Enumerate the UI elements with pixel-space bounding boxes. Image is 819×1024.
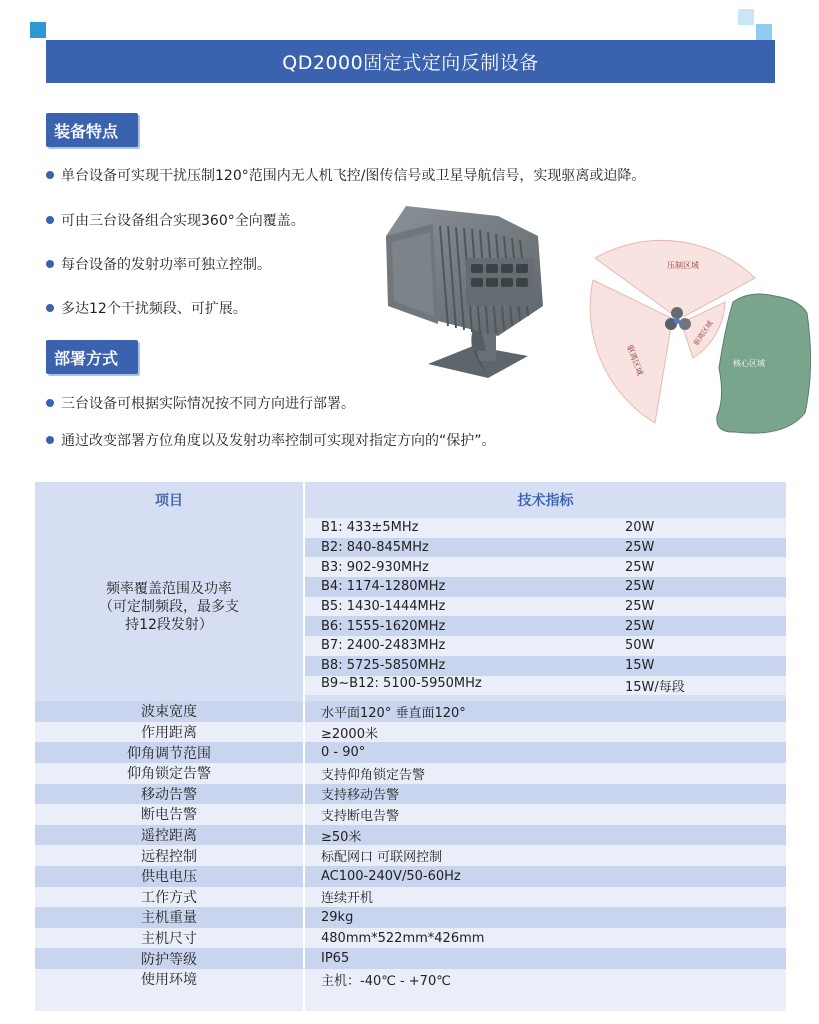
band-range: B9~B12: 5100-5950MHz (321, 675, 482, 691)
feature-bullet-2: 可由三台设备组合实现360°全向覆盖。 (46, 210, 305, 230)
bands-item-label (35, 518, 304, 695)
table-row (35, 763, 786, 784)
spec-name: 移动告警 (141, 786, 197, 803)
spec-value: 支持仰角锁定告警 (304, 763, 786, 784)
coverage-zones-diagram (575, 218, 815, 443)
band-power: 20W (625, 520, 655, 536)
spec-value: 支持断电告警 (304, 804, 786, 825)
band-range: B3: 902-930MHz (321, 559, 429, 575)
spec-name: 仰角锁定告警 (127, 766, 211, 783)
band-range: B2: 840-845MHz (321, 540, 429, 556)
band-row (35, 518, 786, 538)
spec-name: 波束宽度 (141, 704, 197, 721)
zone-core-label: 核心区域 (733, 359, 765, 368)
spec-name: 主机重量 (141, 910, 197, 927)
spec-name: 防护等级 (141, 951, 197, 968)
band-power: 15W/每段 (625, 679, 685, 695)
bullet-dot-icon (46, 260, 54, 268)
bands-section (35, 518, 786, 701)
spec-name: 远程控制 (141, 848, 197, 865)
deploy-bullet-2: 通过改变部署方位角度以及发射功率控制可实现对指定方向的“保护”。 (46, 430, 496, 450)
feature-bullet-3: 每台设备的发射功率可独立控制。 (46, 254, 271, 274)
spec-value: 29kg (304, 907, 786, 928)
spec-name: 使用环境 (141, 972, 197, 989)
spec-value: 0 - 90° (304, 742, 786, 763)
table-row (35, 928, 786, 949)
table-row (35, 948, 786, 969)
band-range: B4: 1174-1280MHz (321, 579, 446, 595)
spec-table (35, 482, 786, 1011)
table-row (35, 825, 786, 846)
table-row (35, 722, 786, 743)
bullet-dot-icon (46, 399, 54, 407)
table-footer-band (35, 990, 304, 1011)
table-row (35, 804, 786, 825)
spec-name: 主机尺寸 (141, 931, 197, 948)
spec-name: 作用距离 (141, 725, 197, 742)
bullet-dot-icon (46, 304, 54, 312)
corner-square-top-left (30, 22, 46, 38)
spec-value: 连续开机 (304, 887, 786, 908)
bands-item-line: 频率覆盖范围及功率 (106, 580, 232, 597)
zone-top-label: 压制区域 (667, 261, 699, 270)
feature-bullet-1: 单台设备可实现干扰压制120°范围内无人机飞控/图传信号或卫星导航信号，实现驱离或迫降。 (46, 165, 645, 185)
spec-value: 480mm*522mm*426mm (304, 928, 786, 949)
bands-item-line: 持12段发射） (125, 616, 213, 633)
band-power: 25W (625, 579, 655, 595)
spec-name: 断电告警 (141, 807, 197, 824)
spec-value: IP65 (304, 948, 786, 969)
bullet-dot-icon (46, 216, 54, 224)
spec-section (35, 701, 786, 1010)
spec-name: 工作方式 (141, 889, 197, 906)
table-header-spec: 技术指标 (304, 482, 786, 518)
band-range: B6: 1555-1620MHz (321, 618, 446, 634)
spec-value: 水平面120° 垂直面120° (304, 701, 786, 722)
spec-name: 遥控距离 (141, 828, 197, 845)
deploy-bullet-1: 三台设备可根据实际情况按不同方向进行部署。 (46, 393, 355, 413)
band-power: 50W (625, 638, 655, 654)
table-row (35, 742, 786, 763)
table-header-item: 项目 (35, 482, 304, 518)
spec-value: 标配网口 可联网控制 (304, 845, 786, 866)
bullet-dot-icon (46, 436, 54, 444)
band-power: 15W (625, 658, 655, 674)
band-power: 25W (625, 559, 655, 575)
table-row (35, 866, 786, 887)
spec-value: 主机：-40℃ - +70℃ (304, 969, 786, 990)
bullet-dot-icon (46, 171, 54, 179)
corner-square-top-right (756, 24, 772, 40)
corner-square-top-right-light (738, 9, 754, 25)
zone-left-label: 驱离区域 (625, 343, 645, 377)
zone-mid-label: 驱离区域 (692, 319, 715, 348)
bands-item-line: （可定制频段，最多支 (99, 598, 239, 615)
spec-value: 支持移动告警 (304, 784, 786, 805)
band-range: B8: 5725-5850MHz (321, 658, 446, 674)
table-row (35, 907, 786, 928)
table-footer-band (304, 990, 786, 1011)
table-row (35, 845, 786, 866)
section-title-features: 装备特点 (46, 113, 138, 147)
spec-value: ≥50米 (304, 825, 786, 846)
band-power: 25W (625, 599, 655, 615)
spec-value: AC100-240V/50-60Hz (304, 866, 786, 887)
band-range: B5: 1430-1444MHz (321, 599, 446, 615)
device-illustration (378, 196, 578, 386)
spec-name: 仰角调节范围 (127, 745, 211, 762)
table-row (35, 701, 786, 722)
spec-name: 供电电压 (141, 869, 197, 886)
band-power: 25W (625, 618, 655, 634)
spec-value: ≥2000米 (304, 722, 786, 743)
section-title-deployment: 部署方式 (46, 340, 138, 374)
feature-bullet-4: 多达12个干扰频段、可扩展。 (46, 298, 247, 318)
table-row (35, 784, 786, 805)
page-title: QD2000固定式定向反制设备 (46, 40, 775, 83)
band-power: 25W (625, 540, 655, 556)
band-range: B1: 433±5MHz (321, 520, 419, 536)
table-row (35, 969, 786, 990)
band-range: B7: 2400-2483MHz (321, 638, 446, 654)
table-row (35, 887, 786, 908)
